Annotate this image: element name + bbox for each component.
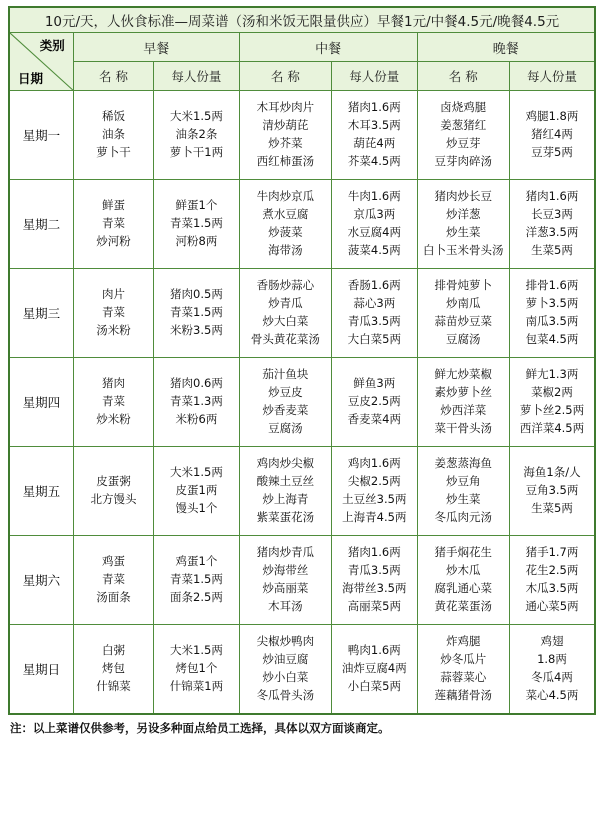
table-row — [9, 180, 595, 269]
lunch-items: 香肠炒蒜心 炒青瓜 炒大白菜 骨头黄花菜汤 — [239, 269, 331, 358]
day-label: 星期日 — [9, 625, 73, 715]
subheader-breakfast-name: 名 称 — [73, 62, 153, 91]
page-title: 10元/天，人伙食标准—周菜谱（汤和米饭无限量供应）早餐1元/中餐4.5元/晚餐4.5元 — [9, 7, 595, 33]
day-label: 星期五 — [9, 447, 73, 536]
breakfast-items: 白粥 烤包 什锦菜 — [73, 625, 153, 715]
subheader-lunch-amount: 每人份量 — [332, 62, 417, 91]
subheader-dinner-amount: 每人份量 — [509, 62, 595, 91]
breakfast-items: 肉片 青菜 汤米粉 — [73, 269, 153, 358]
subheader-lunch-name: 名 称 — [239, 62, 331, 91]
dinner-items: 卤烧鸡腿 姜葱猪红 炒豆芽 豆芽肉碎汤 — [417, 91, 509, 180]
meal-header-breakfast: 早餐 — [73, 33, 239, 62]
dinner-items: 炸鸡腿 炒冬瓜片 蒜蓉菜心 莲藕猪骨汤 — [417, 625, 509, 715]
subheader-dinner-name: 名 称 — [417, 62, 509, 91]
meal-header-dinner: 晚餐 — [417, 33, 595, 62]
table-row — [9, 91, 595, 180]
table-row — [9, 625, 595, 715]
lunch-items: 猪肉炒青瓜 炒海带丝 炒高丽菜 木耳汤 — [239, 536, 331, 625]
meal-header-lunch: 中餐 — [239, 33, 417, 62]
header-row-subcolumns — [9, 62, 595, 91]
breakfast-items: 鲜蛋 青菜 炒河粉 — [73, 180, 153, 269]
dinner-items: 猪肉炒长豆 炒洋葱 炒生菜 白卜玉米骨头汤 — [417, 180, 509, 269]
dinner-amounts: 鲜尢1.3两 菜椒2两 萝卜丝2.5两 西洋菜4.5两 — [509, 358, 595, 447]
dinner-amounts: 猪手1.7两 花生2.5两 木瓜3.5两 通心菜5两 — [509, 536, 595, 625]
lunch-items: 木耳炒肉片 清炒葫芘 炒芥菜 西红柿蛋汤 — [239, 91, 331, 180]
dinner-amounts: 鸡翅 1.8两 冬瓜4两 菜心4.5两 — [509, 625, 595, 715]
dinner-amounts: 排骨1.6两 萝卜3.5两 南瓜3.5两 包菜4.5两 — [509, 269, 595, 358]
lunch-amounts: 猪肉1.6两 青瓜3.5两 海带丝3.5两 高丽菜5两 — [332, 536, 417, 625]
breakfast-items: 皮蛋粥 北方馒头 — [73, 447, 153, 536]
breakfast-amounts: 鲜蛋1个 青菜1.5两 河粉8两 — [154, 180, 239, 269]
breakfast-amounts: 鸡蛋1个 青菜1.5两 面条2.5两 — [154, 536, 239, 625]
title-row — [9, 7, 595, 33]
lunch-items: 尖椒炒鸭肉 炒油豆腐 炒小白菜 冬瓜骨头汤 — [239, 625, 331, 715]
lunch-items: 牛肉炒京瓜 煮水豆腐 炒菠菜 海带汤 — [239, 180, 331, 269]
category-date-split-header — [9, 33, 73, 91]
day-label: 星期四 — [9, 358, 73, 447]
footnote: 注：以上菜谱仅供参考，另设多种面点给员工选择，具体以双方面谈商定。 — [10, 721, 390, 735]
lunch-amounts: 猪肉1.6两 木耳3.5两 葫芘4两 芥菜4.5两 — [332, 91, 417, 180]
day-label: 星期二 — [9, 180, 73, 269]
dinner-amounts: 猪肉1.6两 长豆3两 洋葱3.5两 生菜5两 — [509, 180, 595, 269]
lunch-amounts: 鲜鱼3两 豆皮2.5两 香麦菜4两 — [332, 358, 417, 447]
lunch-amounts: 牛肉1.6两 京瓜3两 水豆腐4两 菠菜4.5两 — [332, 180, 417, 269]
weekly-menu-table — [8, 6, 596, 715]
breakfast-items: 猪肉 青菜 炒米粉 — [73, 358, 153, 447]
breakfast-items: 稀饭 油条 萝卜干 — [73, 91, 153, 180]
breakfast-amounts: 猪肉0.6两 青菜1.3两 米粉6两 — [154, 358, 239, 447]
lunch-items: 茄汁鱼块 炒豆皮 炒香麦菜 豆腐汤 — [239, 358, 331, 447]
table-row — [9, 358, 595, 447]
subheader-breakfast-amount: 每人份量 — [154, 62, 239, 91]
lunch-amounts: 鸭肉1.6两 油炸豆腐4两 小白菜5两 — [332, 625, 417, 715]
table-row — [9, 447, 595, 536]
breakfast-amounts: 大米1.5两 烤包1个 什锦菜1两 — [154, 625, 239, 715]
category-label: 类别 — [39, 38, 65, 53]
breakfast-items: 鸡蛋 青菜 汤面条 — [73, 536, 153, 625]
lunch-amounts: 鸡肉1.6两 尖椒2.5两 土豆丝3.5两 上海青4.5两 — [332, 447, 417, 536]
header-row-meals — [9, 33, 595, 62]
dinner-items: 姜葱蒸海鱼 炒豆角 炒生菜 冬瓜肉元汤 — [417, 447, 509, 536]
day-label: 星期六 — [9, 536, 73, 625]
dinner-amounts: 海鱼1条/人 豆角3.5两 生菜5两 — [509, 447, 595, 536]
dinner-items: 猪手焖花生 炒木瓜 腐乳通心菜 黄花菜蛋汤 — [417, 536, 509, 625]
day-label: 星期一 — [9, 91, 73, 180]
dinner-items: 排骨炖萝卜 炒南瓜 蒜苗炒豆菜 豆腐汤 — [417, 269, 509, 358]
breakfast-amounts: 大米1.5两 皮蛋1两 馒头1个 — [154, 447, 239, 536]
day-label: 星期三 — [9, 269, 73, 358]
date-label: 日期 — [18, 71, 44, 86]
lunch-items: 鸡肉炒尖椒 酸辣土豆丝 炒上海青 紫菜蛋花汤 — [239, 447, 331, 536]
breakfast-amounts: 猪肉0.5两 青菜1.5两 米粉3.5两 — [154, 269, 239, 358]
lunch-amounts: 香肠1.6两 蒜心3两 青瓜3.5两 大白菜5两 — [332, 269, 417, 358]
table-row — [9, 269, 595, 358]
dinner-items: 鲜尢炒菜椒 素炒萝卜丝 炒西洋菜 菜干骨头汤 — [417, 358, 509, 447]
breakfast-amounts: 大米1.5两 油条2条 萝卜干1两 — [154, 91, 239, 180]
dinner-amounts: 鸡腿1.8两 猪红4两 豆芽5两 — [509, 91, 595, 180]
table-row — [9, 536, 595, 625]
